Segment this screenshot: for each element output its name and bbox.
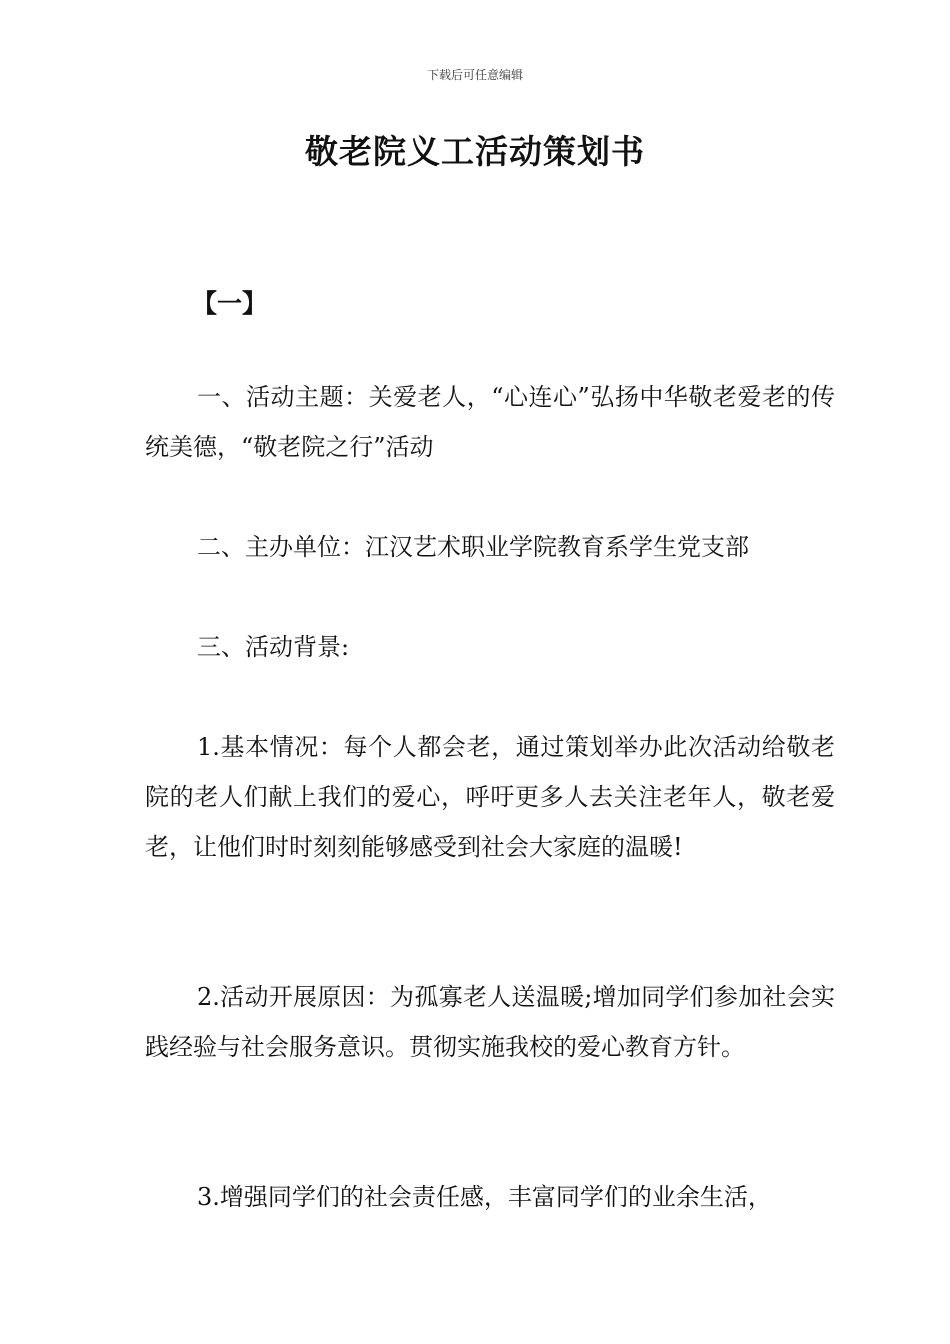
section-marker: 【一】: [192, 289, 268, 318]
paragraph-organizer: 二、主办单位：江汉艺术职业学院教育系学生党支部: [197, 533, 749, 561]
paragraph-activity-theme: 一、活动主题：关爱老人，“心连心”弘扬中华敬老爱老的传统美德，“敬老院之行”活动: [145, 383, 835, 461]
paragraph-responsibility: 3.增强同学们的社会责任感，丰富同学们的业余生活，: [197, 1183, 772, 1211]
paragraph-basic-situation: 1.基本情况：每个人都会老，通过策划举办此次活动给敬老院的老人们献上我们的爱心，呼吁更多人去关注老年人，敬老爱老，让他们时时刻刻能够感受到社会大家庭的温暖!: [145, 733, 835, 861]
paragraph-background-heading: 三、活动背景:: [197, 633, 350, 661]
header-note: 下载后可任意编辑: [426, 68, 523, 82]
document-title: 敬老院义工活动策划书: [305, 132, 645, 171]
paragraph-reasons: 2.活动开展原因：为孤寡老人送温暖;增加同学们参加社会实践经验与社会服务意识。贯彻实施我校的爱心教育方针。: [145, 983, 835, 1061]
